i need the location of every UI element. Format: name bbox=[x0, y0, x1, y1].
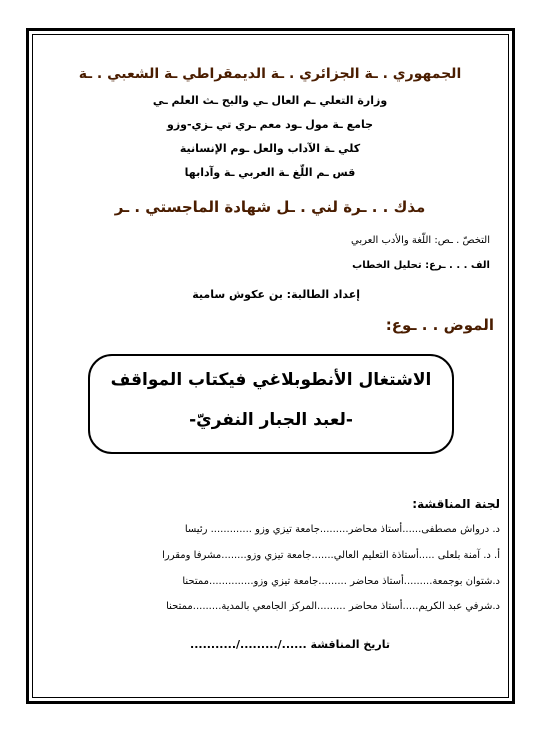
branch-line: الف . . . ـرع: تحليل الخطاب bbox=[352, 260, 490, 271]
title-box bbox=[88, 354, 454, 454]
thesis-title-line-2: -لعبد الجبار النفريّ- bbox=[189, 410, 353, 430]
committee-member: أ. د. آمنة بلعلى .....أستاذة التعليم العالي.......جامعة تيزي وزو........مشرفا ومقررا bbox=[162, 550, 500, 561]
faculty-line: كلي ـة الآداب والعل ـوم الإنسانية bbox=[179, 142, 361, 155]
republic-heading: الجمهوري . ـة الجزائري . ـة الديمقراطي ـة الشعبي . ـة bbox=[78, 66, 462, 82]
committee-member: د. درواش مصطفى......أستاذ محاضر.........جامعة تيزي وزو ............. رئيسا bbox=[184, 524, 500, 535]
committee-label: لجنة المناقشة: bbox=[412, 497, 500, 511]
memo-heading: مذك . . ـرة لني . ـل شهادة الماجستي . ـر bbox=[114, 198, 426, 216]
prepared-by: إعداد الطالبة: بن عكوش سامية bbox=[192, 288, 360, 301]
committee-member: د.شتوان بوجمعة.........أستاذ محاضر .........جامعة تيزي وزو..............ممتحنا bbox=[182, 576, 500, 587]
committee-member: د.شرفي عبد الكريم.....أستاذ محاضر .........المركز الجامعي بالمدية.........ممتحنا bbox=[166, 601, 500, 612]
specialty-line: التخصّ . ـص: اللّغة والأدب العربي bbox=[351, 235, 490, 246]
university-line: جامع ـة مول ـود معم ـري تي ـزي-وزو bbox=[166, 118, 374, 131]
subject-label: الموض . . ـوع: bbox=[385, 316, 494, 334]
department-line: قس ـم اللّغ ـة العربي ـة وآدابها bbox=[184, 166, 356, 179]
ministry-line: وزارة التعلي ـم العال ـي والبح ـث العلم ـي bbox=[152, 94, 388, 107]
defense-date: تاريخ المناقشة ....../........./........... bbox=[190, 638, 390, 651]
thesis-title-line-1: الاشتغال الأنطوبلاغي فيكتاب المواقف bbox=[110, 370, 432, 390]
